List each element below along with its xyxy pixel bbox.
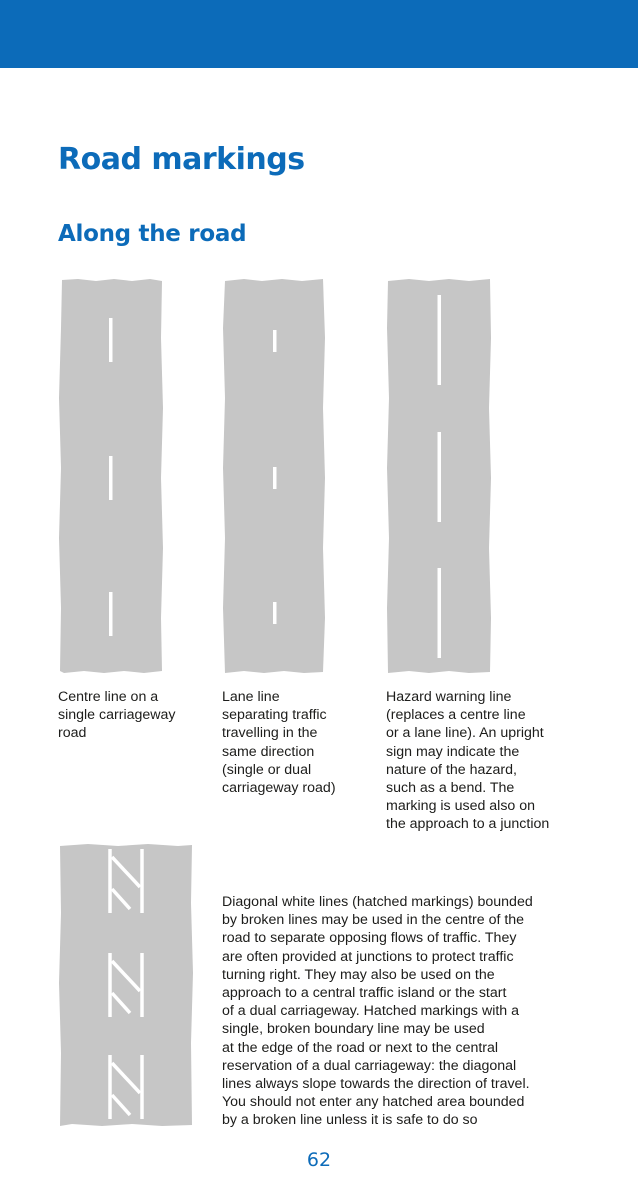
section-title: Along the road	[58, 221, 247, 247]
centre-line-caption: Centre line on a single carriageway road	[58, 689, 176, 742]
hatched-markings-caption: Diagonal white lines (hatched markings) bounded by broken lines may be used in the centre of the road to separate opposing flows of traffic. They are often provided at junctions to protect traffic turning right. They may also be used on the approach to a central traffic island or the start of a dual carriageway. Hatched markings with a single, broken boundary line may be used at the edge of the road or next to the central reservation of a dual carriageway: the diagonal lines always slope towards the direction of travel. You should not enter any hatched area bounded by a broken line unless it is safe to do so	[222, 894, 533, 1129]
hatched-markings-road-illustration	[58, 843, 194, 1127]
lane-line-caption: Lane line separating traffic travelling in the same direction (single or dual carriageway road)	[222, 689, 336, 797]
lane-line-road-illustration	[222, 278, 326, 674]
hazard-warning-line-road-illustration	[385, 278, 493, 674]
page-number: 62	[306, 1149, 332, 1171]
centre-line-road-illustration	[58, 278, 164, 674]
hazard-warning-line-caption: Hazard warning line (replaces a centre line or a lane line). An upright sign may indicate the nature of the hazard, such as a bend. The marking is used also on the approach to a junction	[386, 689, 550, 833]
page-title: Road markings	[58, 142, 305, 177]
header-bar	[0, 0, 638, 68]
